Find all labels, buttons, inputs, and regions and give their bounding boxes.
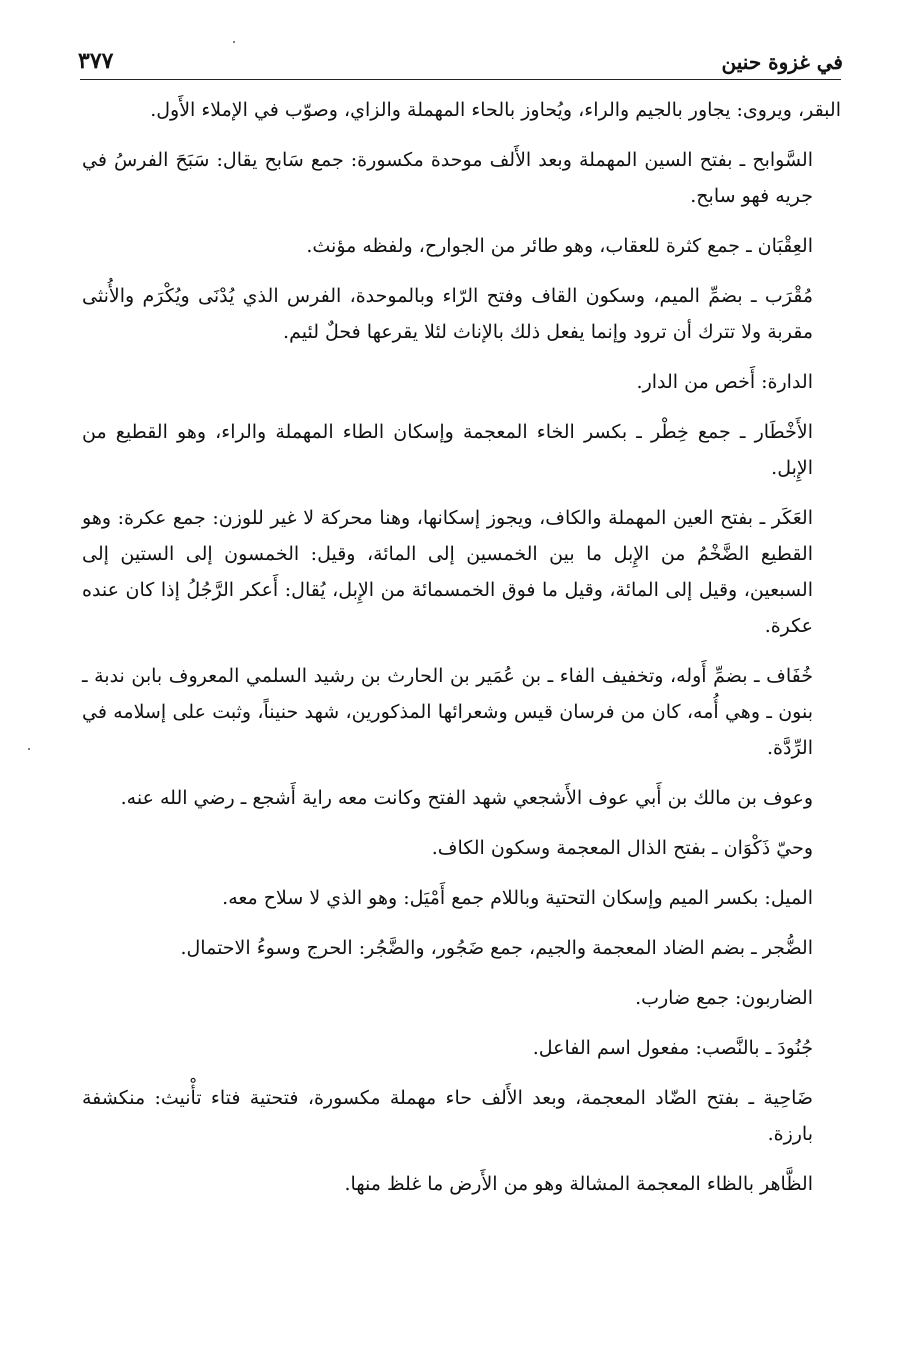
paragraph-6: الأَخْطَار ـ جمع خِطْر ـ بكسر الخاء المعجمة وإسكان الطاء المهملة والراء، وهو القطيع من الإِبل. — [82, 421, 813, 479]
paragraph-15: ضَاحِية ـ بفتح الضّاد المعجمة، وبعد الأَلف حاء مهملة مكسورة، فتحتية فتاء تأْنيث: منكشفة بارزة. — [82, 1087, 813, 1145]
scan-speck — [28, 748, 30, 750]
paragraph-16: الظَّاهر بالظاء المعجمة المشالة وهو من الأَرض ما غلظ منها. — [344, 1173, 813, 1195]
paragraph-9: وعوف بن مالك بن أَبي عوف الأَشجعي شهد الفتح وكانت معه راية أَشجع ـ رضي الله عنه. — [120, 787, 813, 809]
paragraph-1: البقر، ويروى: يجاور بالجيم والراء، ويُحاوز بالحاء المهملة والزاي، وصوّب في الإملاء الأَول. — [150, 99, 841, 121]
paragraph-7: العَكَر ـ بفتح العين المهملة والكاف، ويجوز إسكانها، وهنا محركة لا غير للوزن: جمع عكرة: وهو القطيع الضَّخْمُ من الإِبل ما بين الخمسين إلى المائة، وقيل: الخمسون إلى الستين إلى السبعين، وقيل إلى المائة، وقيل ما فوق الخمسمائة من الإِبل، يُقال: أَعكر الرَّجُلُ إذا كان عنده عكرة. — [82, 507, 813, 637]
chapter-title: في غزوة حنين — [721, 50, 843, 74]
paragraph-14: جُنُودَ ـ بالنَّصب: مفعول اسم الفاعل. — [532, 1037, 813, 1059]
paragraph-10: وحيّ ذَكْوَان ـ بفتح الذال المعجمة وسكون الكاف. — [431, 837, 813, 859]
paragraph-3: العِقْبَان ـ جمع كثرة للعقاب، وهو طائر من الجوارح، ولفظه مؤنث. — [306, 235, 813, 257]
paragraph-12: الضُّجر ـ بضم الضاد المعجمة والجيم، جمع ضَجُور، والضَّجُر: الحرج وسوءُ الاحتمال. — [180, 937, 813, 959]
paragraph-4: مُقْرَب ـ بضمِّ الميم، وسكون القاف وفتح الرّاء وبالموحدة، الفرس الذي يُدْنَى ويُكْرَم والأُنثى مقربة ولا تترك أن ترود وإنما يفعل ذلك بالإناث لئلا يقرعها فحلٌ لئيم. — [82, 285, 813, 343]
page-body — [82, 92, 841, 1216]
header-rule — [80, 79, 841, 80]
paragraph-2: السَّوابح ـ بفتح السين المهملة وبعد الأَلف موحدة مكسورة: جمع سَابح يقال: سَبَحَ الفرسُ في جريه فهو سابح. — [82, 149, 813, 207]
paragraph-8: خُفَاف ـ بضمِّ أَوله، وتخفيف الفاء ـ بن عُمَير بن الحارث بن رشيد السلمي المعروف بابن ندبة ـ بنون ـ وهي أُمه، كان من فرسان قيس وشعرائها المذكورين، شهد حنيناً، وثبت على إسلامه في الرِّدَّة. — [82, 665, 813, 759]
page-number: ٣٧٧ — [78, 48, 114, 74]
paragraph-13: الضاربون: جمع ضارب. — [635, 987, 813, 1009]
paragraph-11: الميل: بكسر الميم وإسكان التحتية وباللام جمع أَمْيَل: وهو الذي لا سلاح معه. — [222, 887, 813, 909]
running-header — [78, 38, 843, 74]
paragraph-5: الدارة: أَخص من الدار. — [636, 371, 813, 393]
scan-speck — [233, 41, 235, 43]
